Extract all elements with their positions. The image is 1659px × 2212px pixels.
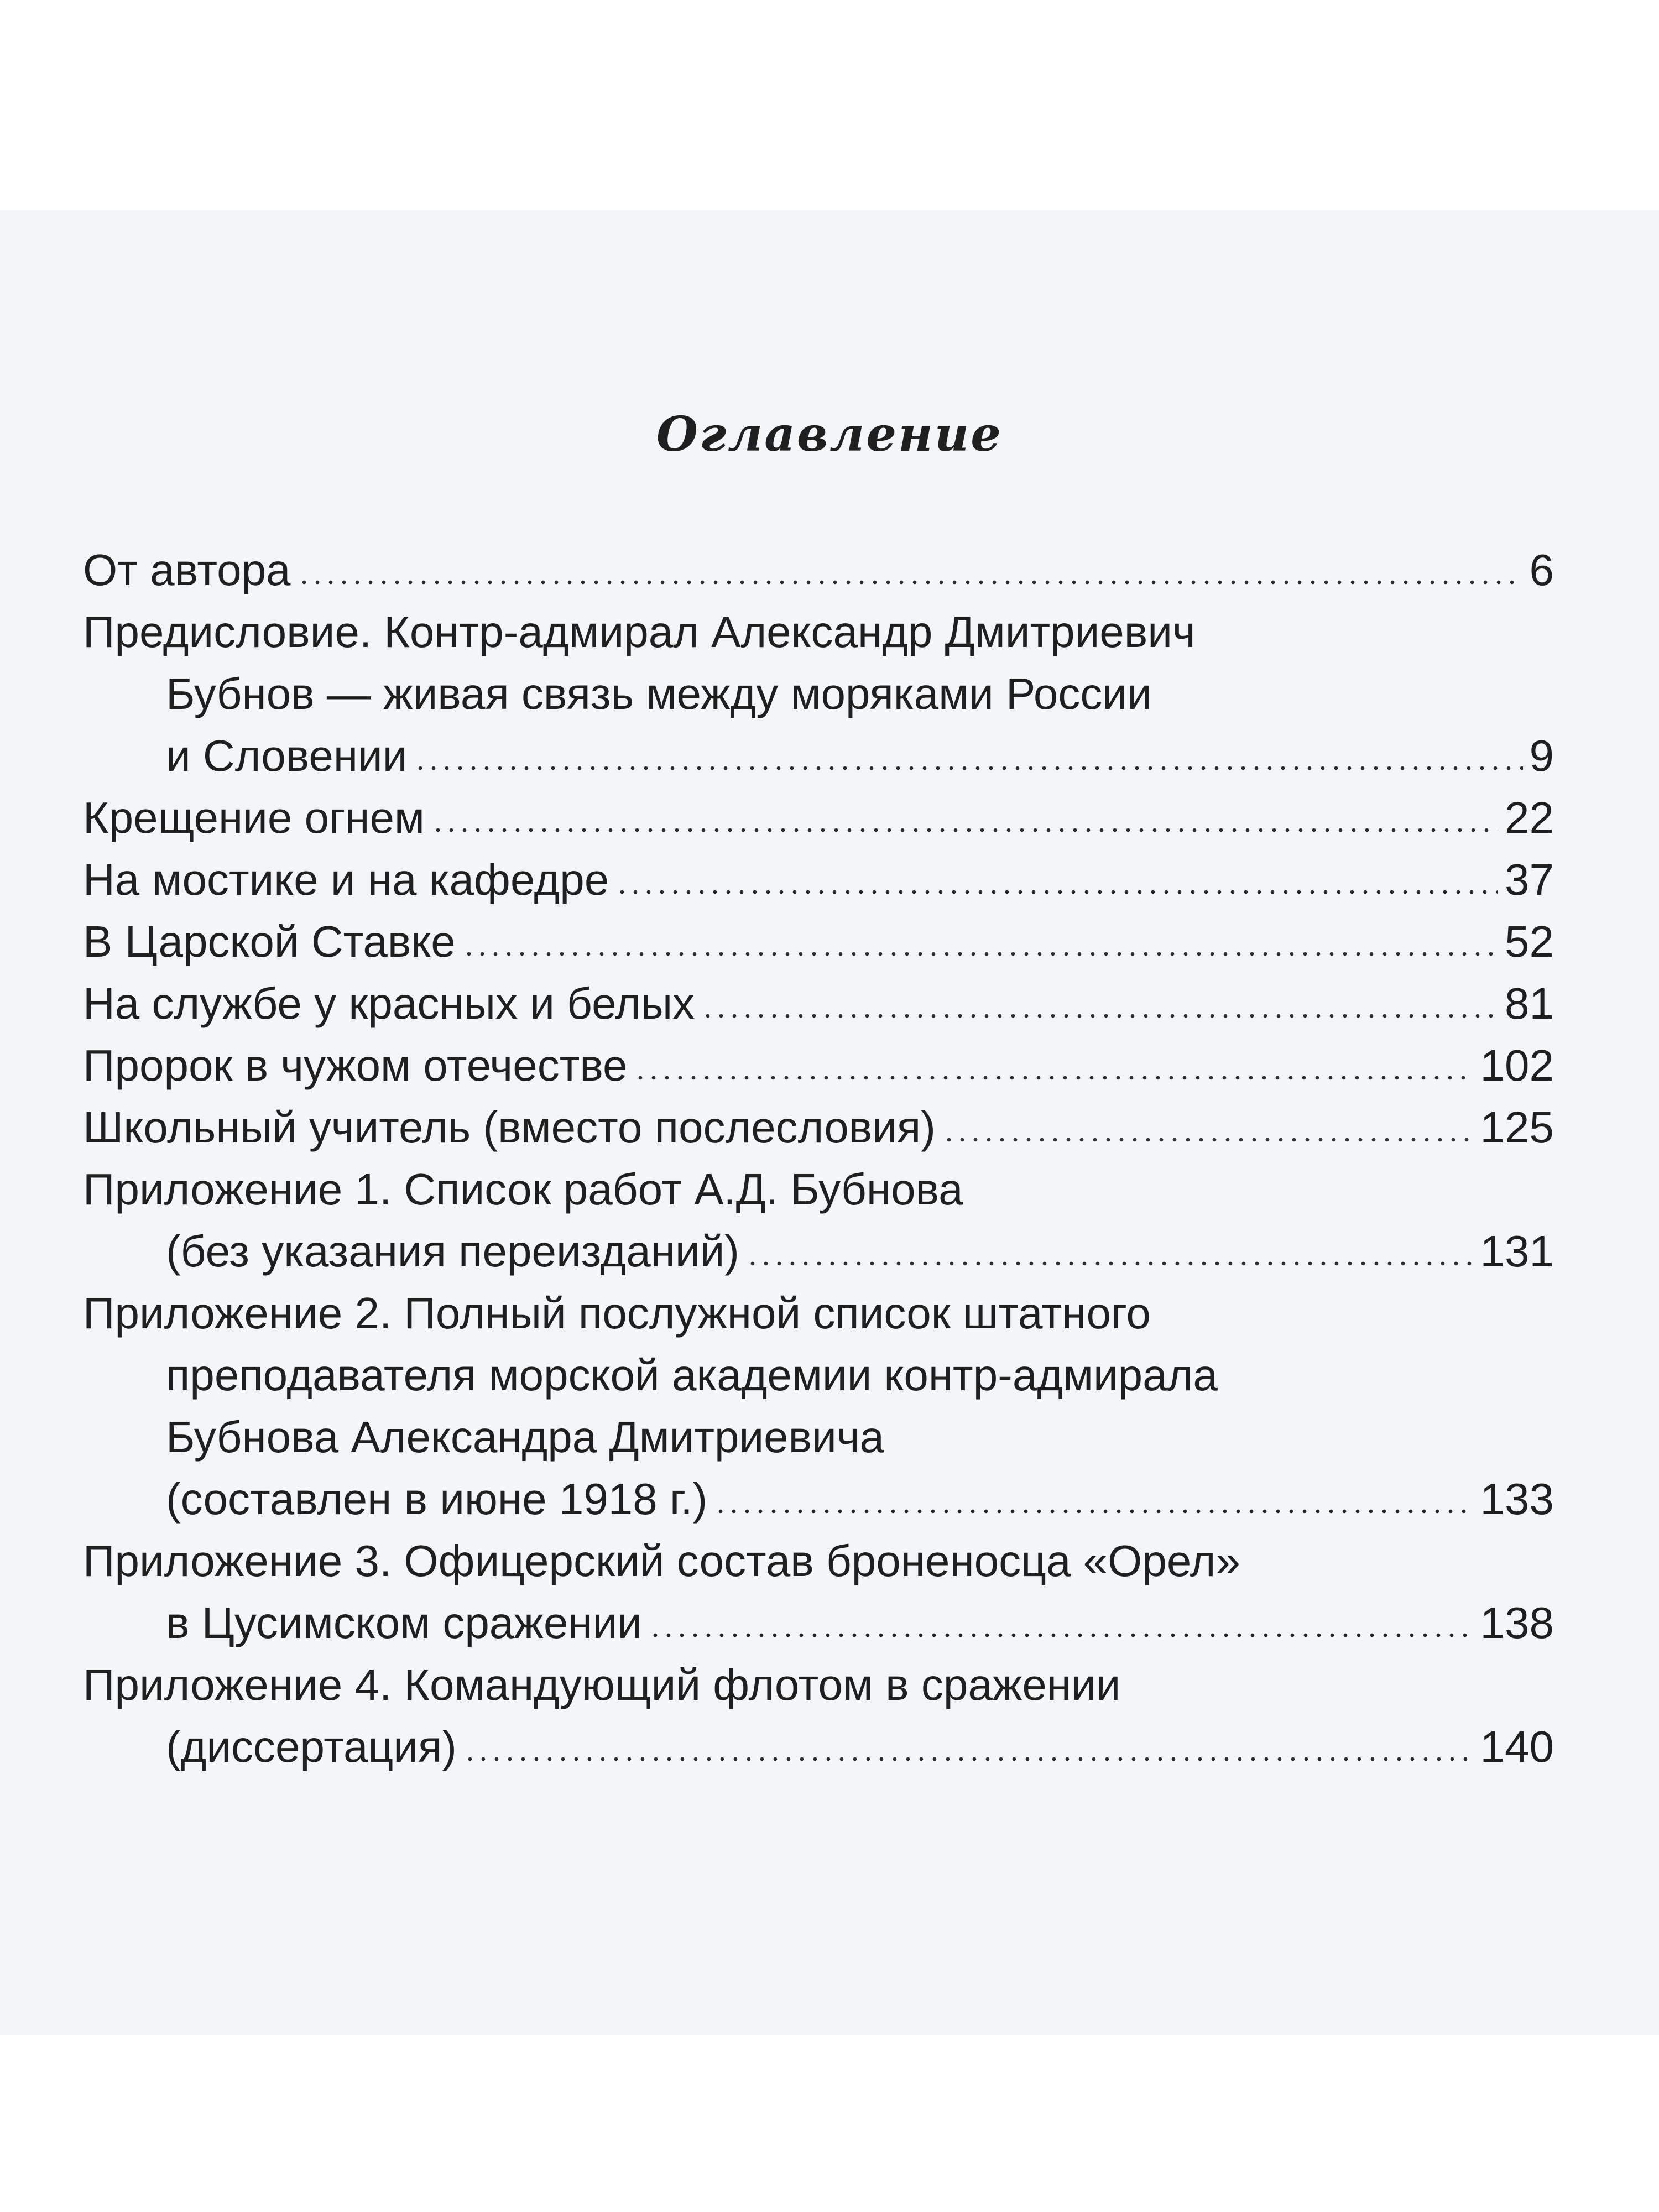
page-number: 9 xyxy=(1529,731,1554,780)
dot-leader xyxy=(649,1631,1474,1640)
toc-entry-text: Пророк в чужом отечестве xyxy=(83,1041,628,1090)
toc-entry-line xyxy=(83,849,1554,911)
toc-entry xyxy=(83,849,1554,911)
toc-entry-line xyxy=(83,1592,1554,1654)
toc-entry xyxy=(83,787,1554,849)
toc-entry xyxy=(83,1097,1554,1159)
toc-entry-text: Приложение 4. Командующий флотом в сражении xyxy=(83,1660,1121,1709)
page-number: 138 xyxy=(1480,1598,1554,1647)
toc-entry-line xyxy=(83,973,1554,1035)
toc-entry-text: Бубнов — живая связь между моряками России xyxy=(166,669,1152,718)
page-title: Оглавление xyxy=(656,406,1003,462)
page-number: 125 xyxy=(1480,1103,1554,1152)
toc-entry-text: Бубнова Александра Дмитриевича xyxy=(166,1412,884,1462)
toc-entry-line xyxy=(83,1468,1554,1530)
dot-leader xyxy=(701,1011,1498,1020)
dot-leader xyxy=(634,1073,1473,1082)
toc-entry-text: (составлен в июне 1918 г.) xyxy=(166,1474,708,1524)
dot-leader xyxy=(298,578,1523,587)
toc-entry-line xyxy=(83,663,1554,725)
toc-entry-text: в Цусимском сражении xyxy=(166,1598,642,1647)
toc-entry xyxy=(83,1159,1554,1282)
dot-leader xyxy=(462,950,1498,958)
toc-entry-line xyxy=(83,539,1554,601)
toc-entry-text: (без указания переизданий) xyxy=(166,1227,739,1276)
toc-entry-line xyxy=(83,1220,1554,1282)
dot-leader xyxy=(714,1507,1473,1516)
page-number: 22 xyxy=(1505,793,1554,842)
dot-leader xyxy=(615,888,1498,896)
toc-entry-text: и Словении xyxy=(166,731,408,780)
toc-entry-line xyxy=(83,725,1554,787)
toc-entry xyxy=(83,1530,1554,1654)
toc-entry xyxy=(83,539,1554,601)
toc-entry-line xyxy=(83,601,1554,663)
toc-entry-line xyxy=(83,911,1554,973)
toc-entry-text: Приложение 2. Полный послужной список штатного xyxy=(83,1288,1151,1338)
toc-entry-line xyxy=(83,1282,1554,1344)
toc-entry xyxy=(83,911,1554,973)
toc-entry-line xyxy=(83,1097,1554,1159)
page-number: 131 xyxy=(1480,1227,1554,1276)
page-number: 6 xyxy=(1529,545,1554,594)
toc-entry-line xyxy=(83,1344,1554,1406)
toc-entry-text: На службе у красных и белых xyxy=(83,979,695,1028)
toc-entry-text: преподавателя морской академии контр-адмирала xyxy=(166,1350,1218,1400)
toc-entry-line xyxy=(83,1406,1554,1468)
toc-entry-line xyxy=(83,1716,1554,1778)
page-number: 37 xyxy=(1505,855,1554,904)
toc-entry xyxy=(83,973,1554,1035)
toc-entry-line xyxy=(83,1654,1554,1716)
toc-entry-text: Предисловие. Контр-адмирал Александр Дмитриевич xyxy=(83,607,1196,656)
toc-entry-line xyxy=(83,787,1554,849)
toc-entry xyxy=(83,1282,1554,1530)
toc-entry-text: (диссертация) xyxy=(166,1722,457,1771)
toc-entry xyxy=(83,1654,1554,1778)
toc-entry-line xyxy=(83,1530,1554,1592)
toc-entry-line xyxy=(83,1035,1554,1097)
dot-leader xyxy=(463,1755,1474,1764)
page-number: 140 xyxy=(1480,1722,1554,1771)
toc-entry-text: В Царской Ставке xyxy=(83,917,456,966)
dot-leader xyxy=(431,826,1498,834)
toc-entry-text: На мостике и на кафедре xyxy=(83,855,609,904)
toc-entry xyxy=(83,1035,1554,1097)
toc-entry-text: Школьный учитель (вместо послесловия) xyxy=(83,1103,936,1152)
page-number: 52 xyxy=(1505,917,1554,966)
page-number: 102 xyxy=(1480,1041,1554,1090)
dot-leader xyxy=(414,764,1522,773)
toc-entry-line xyxy=(83,1159,1554,1220)
table-of-contents xyxy=(83,539,1554,1778)
toc-entry-text: Приложение 1. Список работ А.Д. Бубнова xyxy=(83,1165,963,1214)
page-number: 133 xyxy=(1480,1474,1554,1524)
toc-entry xyxy=(83,601,1554,787)
page-number: 81 xyxy=(1505,979,1554,1028)
toc-entry-text: Приложение 3. Офицерский состав броненосца «Орел» xyxy=(83,1536,1240,1585)
dot-leader xyxy=(942,1135,1474,1144)
toc-entry-text: От автора xyxy=(83,545,291,594)
dot-leader xyxy=(746,1259,1474,1268)
toc-entry-text: Крещение огнем xyxy=(83,793,425,842)
